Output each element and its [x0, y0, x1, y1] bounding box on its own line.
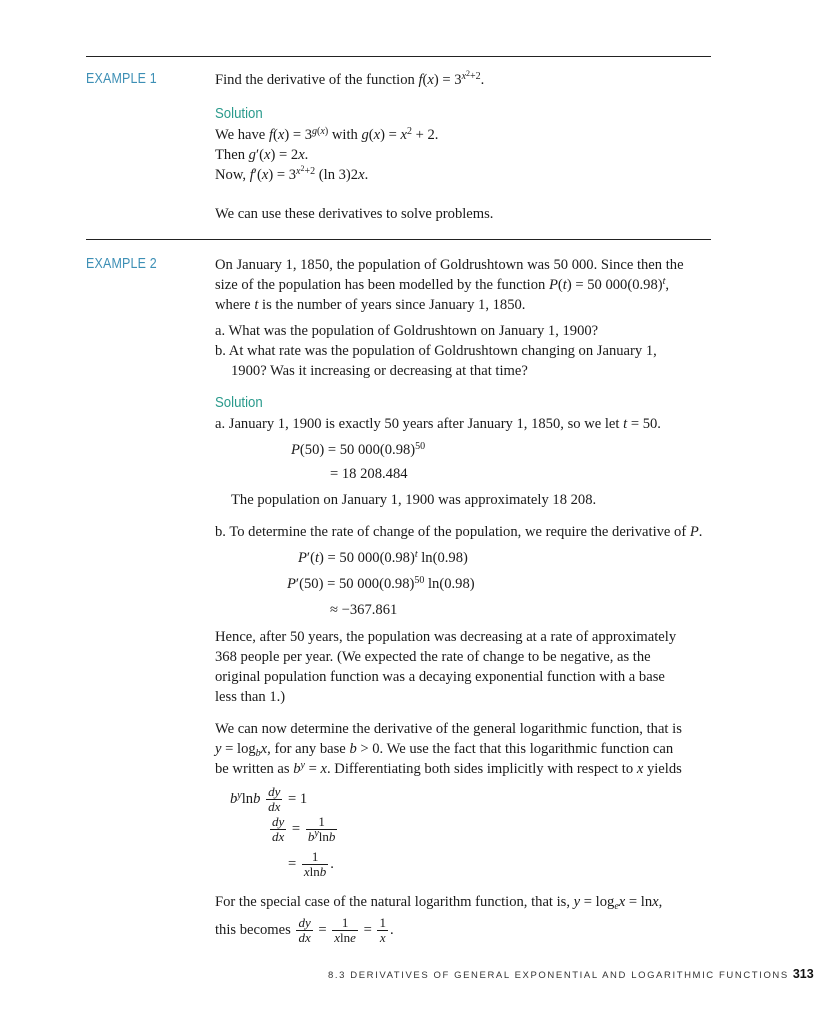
example-2-solution-heading: Solution [215, 394, 263, 411]
example-2-solution-b: b. To determine the rate of change of the population, we require the derivative of P. [215, 524, 703, 540]
implicit-eq-3: = $\frac{1}{xlnb}$ . [288, 849, 334, 880]
example-2-solution-a-conclusion: The population on January 1, 1900 was approximately 18 208. [231, 492, 597, 508]
example-1-label: EXAMPLE 1 [86, 71, 157, 87]
example-2-question-b-2: 1900? Was it increasing or decreasing at that time? [231, 363, 528, 379]
example-1-we-have: We have $f(x) = 3^{g(x)}$ with $g(x) = x^2 + 2$. [215, 126, 439, 143]
middle-rule [86, 239, 711, 240]
one-over-xlnb-fraction: $\frac{1}{xlnb}$ [303, 849, 327, 880]
example-2-intro-2: size of the population has been modelled by the function P(t) = 50 $000(0.98)^t$, [215, 276, 670, 293]
footer-section-title: 8.3 DERIVATIVES OF GENERAL EXPONENTIAL AND LOGARITHMIC FUNCTIONS [328, 970, 789, 981]
special-case-line: For the special case of the natural logarithm function, that is, $y = \log_ex = \ln x$, [215, 894, 663, 912]
example-1-closing: We can use these derivatives to solve problems. [215, 206, 494, 222]
one-over-by-lnb-fraction: $\frac{1}{b^y\ln b}$ [307, 814, 336, 845]
equation-p50-result: = 18 208.484 [330, 466, 408, 482]
top-rule [86, 56, 711, 57]
example-1-now: Now, $f'(x) = 3^{x^2+2}$ (ln 3)2x. [215, 164, 369, 183]
log-line-1: We can now determine the derivative of the general logarithmic function, that is [215, 721, 682, 737]
one-over-x-fraction: $\frac{1}{x}$ [379, 915, 386, 946]
equation-p-prime-t: P′(t) = 50 $000(0.98)^t$ ln(0.98) [298, 549, 468, 566]
hence-line-4: less than 1.) [215, 689, 286, 705]
hence-line-3: original population function was a decaying exponential function with a base [215, 669, 665, 685]
implicit-eq-1: $b^y\ln b$ $\frac{dy}{dx}$ = 1 [230, 784, 308, 815]
example-2-intro-3: where t is the number of years since January 1, 1850. [215, 297, 526, 313]
equation-approx: ≈ −367.861 [330, 602, 398, 618]
this-becomes-line: this becomes $\frac{dy}{dx}$ = $\frac{1}{xlne}$ = $\frac{1}{x}$ . [215, 915, 394, 946]
log-line-2: $y = \log_bx$, for any base b > 0. We use the fact that this logarithmic function can [215, 741, 674, 759]
hence-line-2: 368 people per year. (We expected the rate of change to be negative, as the [215, 649, 651, 665]
log-line-3: be written as $b^y = x$. Differentiating both sides implicitly with respect to x yields [215, 760, 682, 777]
page-number: 313 [792, 967, 814, 981]
equation-p50: P(50) = 50 $000(0.98)^{50}$ [291, 441, 426, 458]
implicit-eq-2: $\frac{dy}{dx}$ = $\frac{1}{b^y\ln b}$ [272, 814, 336, 845]
example-2-question-b-1: b. At what rate was the population of Goldrushtown changing on January 1, [215, 343, 657, 359]
one-over-xlne-fraction: $\frac{1}{xlne}$ [334, 915, 356, 946]
dy-dx-fraction: $\frac{dy}{dx}$ [268, 784, 281, 815]
example-1-prompt: Find the derivative of the function $f(x) = 3^{x^2+2}$. [215, 69, 485, 88]
example-2-intro-1: On January 1, 1850, the population of Goldrushtown was 50 000. Since then the [215, 257, 684, 273]
example-2-question-a: a. What was the population of Goldrushtown on January 1, 1900? [215, 323, 599, 339]
example-1-solution-heading: Solution [215, 105, 263, 122]
page-footer [328, 967, 814, 981]
example-2-solution-a: a. January 1, 1900 is exactly 50 years after January 1, 1850, so we let t = 50. [215, 416, 661, 432]
example-1-then: Then g′(x) = 2x. [215, 147, 309, 163]
dy-dx-fraction: $\frac{dy}{dx}$ [272, 814, 285, 845]
equation-p-prime-50: P′(50) = 50 $000(0.98)^{50}$ ln(0.98) [287, 575, 475, 592]
dy-dx-fraction: $\frac{dy}{dx}$ [298, 915, 311, 946]
hence-line-1: Hence, after 50 years, the population was decreasing at a rate of approximately [215, 629, 677, 645]
example-2-label: EXAMPLE 2 [86, 256, 157, 272]
